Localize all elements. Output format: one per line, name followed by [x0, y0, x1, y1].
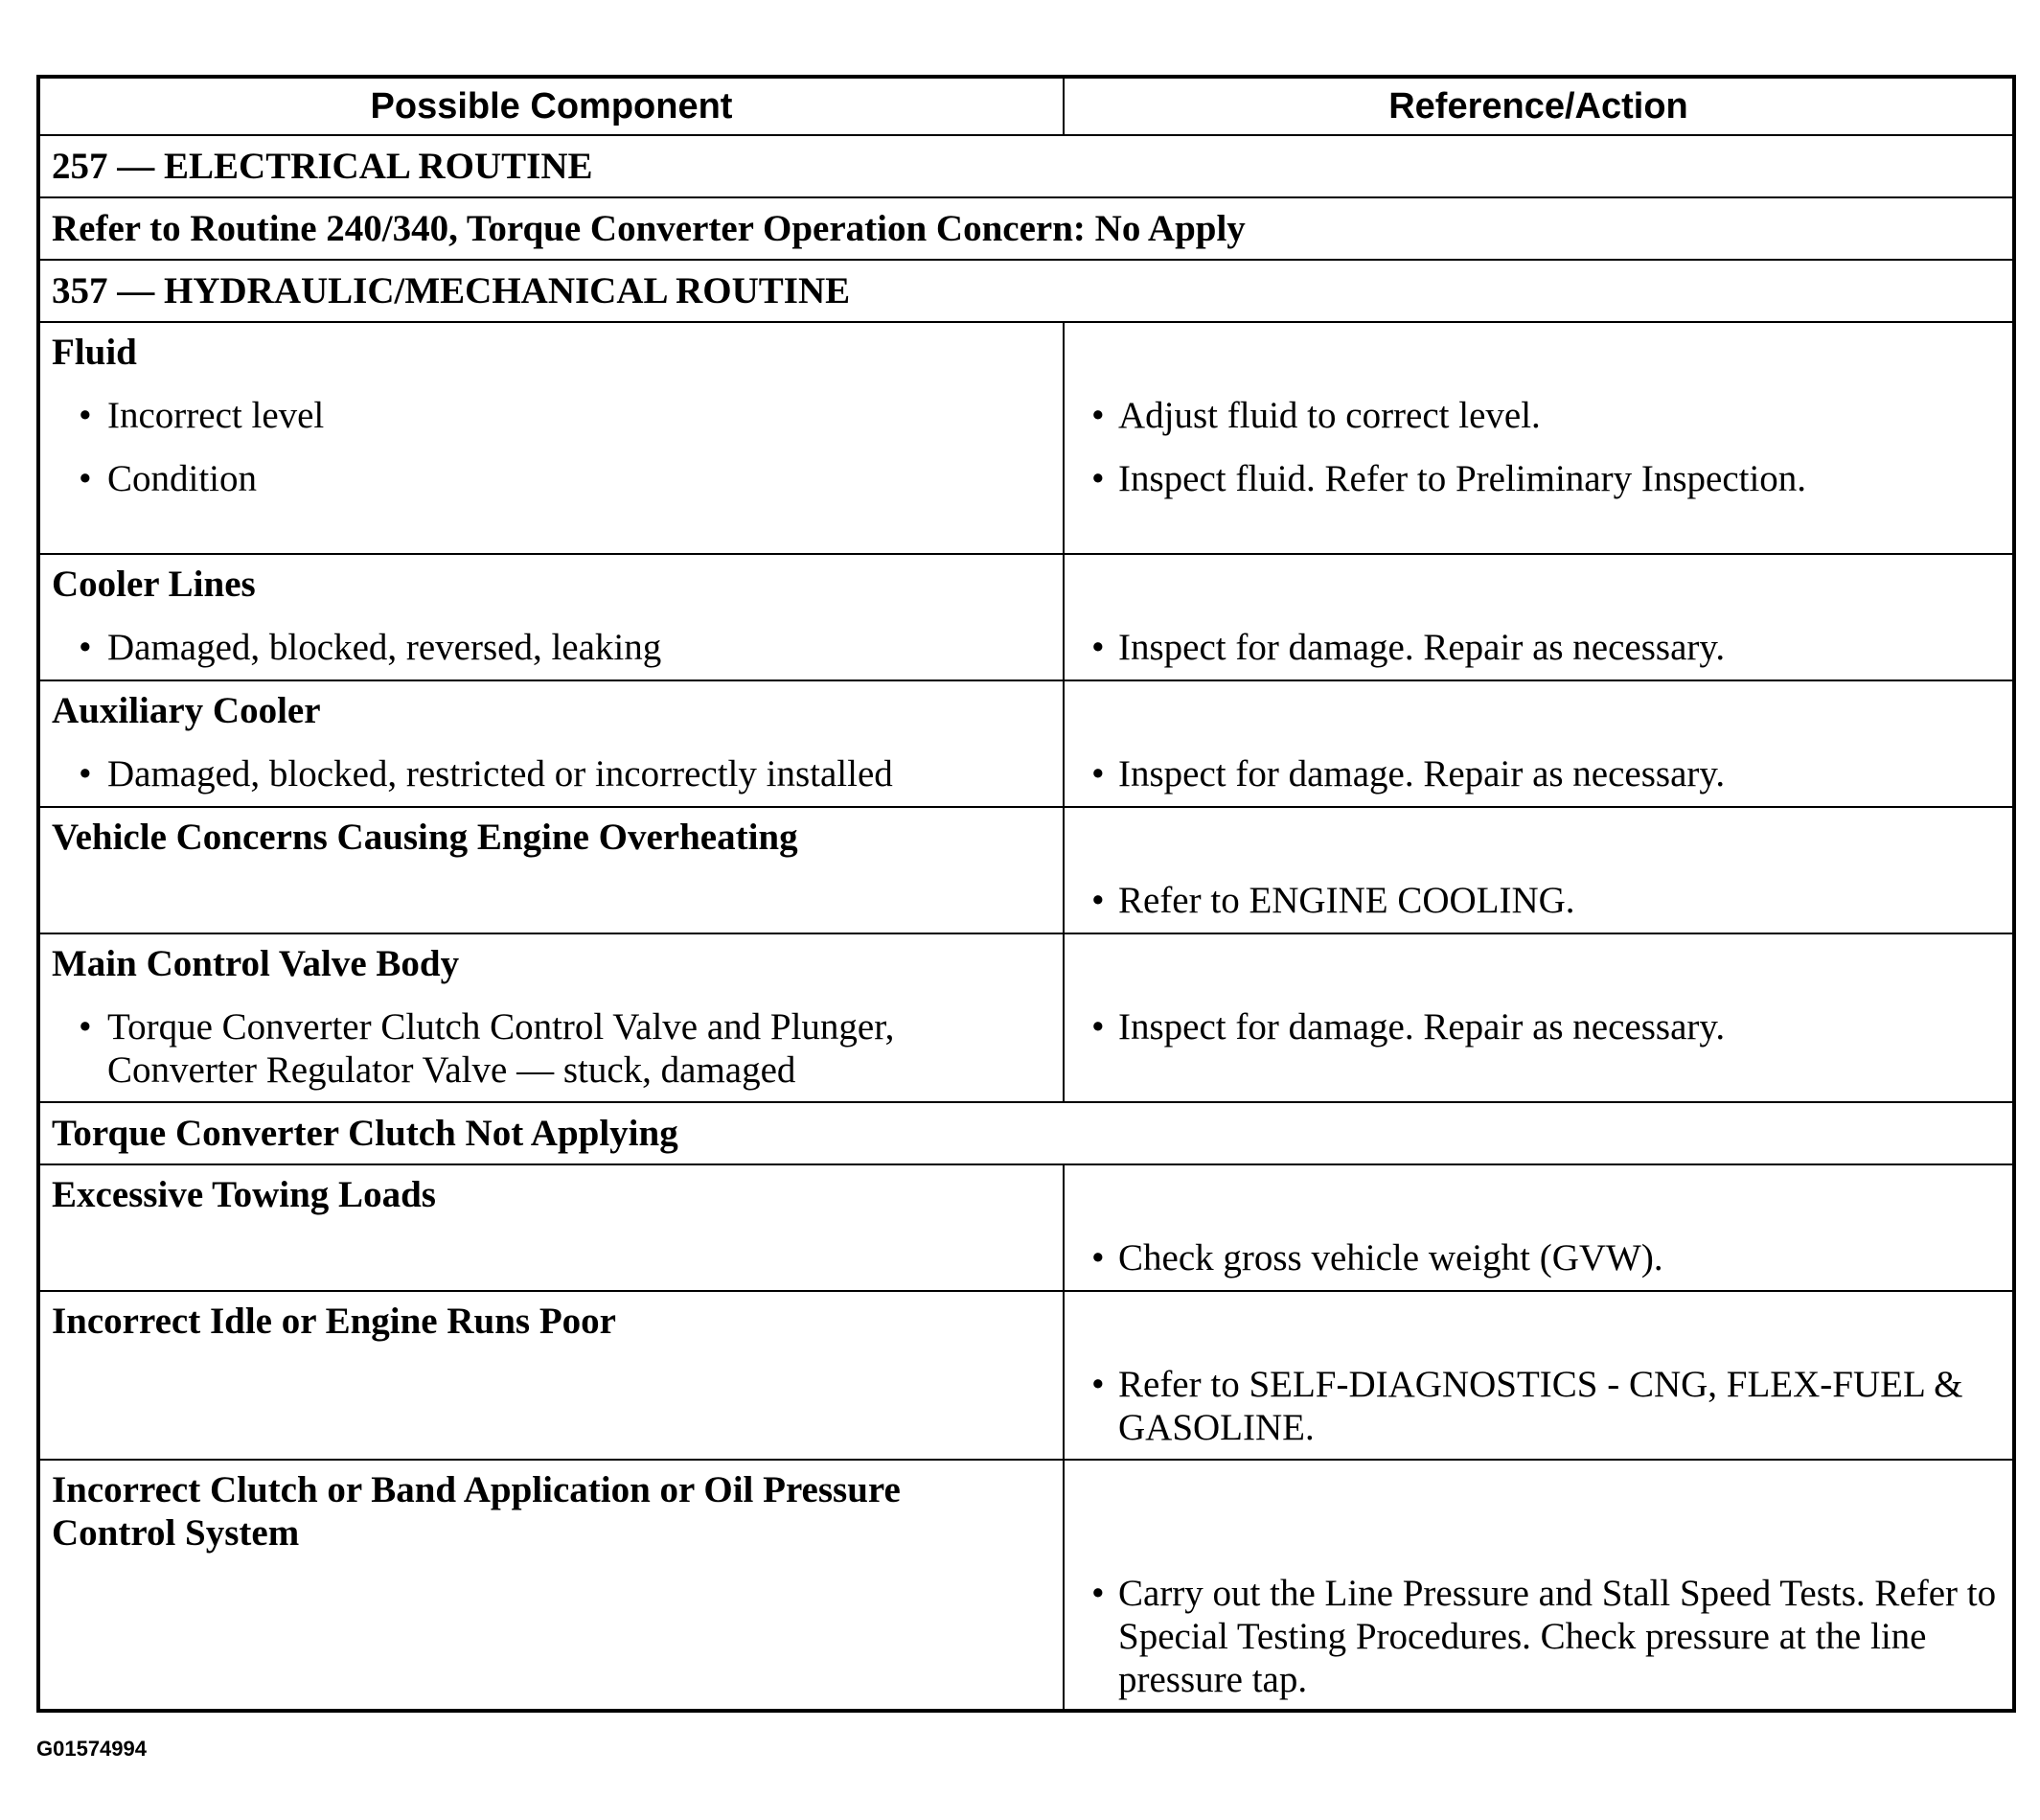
action-cell — [1064, 554, 2014, 680]
action-cell — [1064, 1291, 2014, 1460]
component-heading: Excessive Towing Loads — [52, 1174, 436, 1215]
action-list — [1076, 752, 2001, 795]
action-item: • Carry out the Line Pressure and Stall Speed Tests. Refer to Special Testing Procedures. Check pressure at the line pressure tap. — [1076, 1572, 2001, 1701]
component-heading: Incorrect Idle or Engine Runs Poor — [52, 1301, 616, 1342]
section-refer-routine: Refer to Routine 240/340, Torque Converter Operation Concern: No Apply — [38, 197, 2014, 260]
action-item: • Adjust fluid to correct level. — [1076, 394, 2001, 437]
action-list — [1076, 879, 2001, 922]
component-cell — [38, 807, 1064, 933]
component-cell — [38, 933, 1064, 1102]
component-cell — [38, 322, 1064, 554]
component-cell — [38, 1291, 1064, 1460]
table-row — [38, 322, 2014, 554]
column-header-component: Possible Component — [38, 77, 1064, 135]
component-list — [52, 1005, 1051, 1092]
action-item: • Refer to SELF-DIAGNOSTICS - CNG, FLEX-FUEL & GASOLINE. — [1076, 1363, 2001, 1449]
action-cell — [1064, 322, 2014, 554]
component-item: • Damaged, blocked, reversed, leaking — [52, 626, 1051, 669]
component-cell — [38, 680, 1064, 807]
section-row — [38, 1102, 2014, 1164]
component-heading: Vehicle Concerns Causing Engine Overheating — [52, 817, 798, 858]
section-row — [38, 197, 2014, 260]
action-cell — [1064, 1164, 2014, 1291]
action-item: • Inspect for damage. Repair as necessary. — [1076, 752, 2001, 795]
table-row — [38, 807, 2014, 933]
table-row — [38, 933, 2014, 1102]
component-heading: Fluid — [52, 332, 137, 373]
figure-id: G01574994 — [36, 1737, 147, 1761]
section-electrical: 257 — ELECTRICAL ROUTINE — [38, 135, 2014, 197]
action-cell — [1064, 680, 2014, 807]
component-heading: Cooler Lines — [52, 564, 256, 605]
component-heading: Main Control Valve Body — [52, 943, 460, 984]
action-list — [1076, 1363, 2001, 1449]
component-heading: Auxiliary Cooler — [52, 690, 321, 731]
action-item: • Inspect for damage. Repair as necessary. — [1076, 1005, 2001, 1048]
component-cell — [38, 1164, 1064, 1291]
component-list — [52, 626, 1051, 669]
diagnosis-table-container — [36, 75, 2012, 1713]
component-heading: Incorrect Clutch or Band Application or Oil Pressure Control System — [52, 1469, 901, 1554]
action-list — [1076, 626, 2001, 669]
action-item: • Refer to ENGINE COOLING. — [1076, 879, 2001, 922]
action-cell — [1064, 1460, 2014, 1711]
component-item: • Damaged, blocked, restricted or incorrectly installed — [52, 752, 1051, 795]
action-cell — [1064, 807, 2014, 933]
section-row — [38, 135, 2014, 197]
component-cell — [38, 554, 1064, 680]
component-item: • Torque Converter Clutch Control Valve and Plunger, Converter Regulator Valve — stuck, damaged — [52, 1005, 1051, 1092]
section-row — [38, 260, 2014, 322]
table-row — [38, 1164, 2014, 1291]
action-item: • Inspect for damage. Repair as necessary. — [1076, 626, 2001, 669]
section-tcc-not-applying: Torque Converter Clutch Not Applying — [38, 1102, 2014, 1164]
diagnosis-table — [36, 75, 2016, 1713]
table-row — [38, 554, 2014, 680]
action-item: • Check gross vehicle weight (GVW). — [1076, 1236, 2001, 1279]
component-list — [52, 394, 1051, 500]
table-row — [38, 1460, 2014, 1711]
action-list — [1076, 394, 2001, 500]
component-item: • Incorrect level — [52, 394, 1051, 437]
component-cell — [38, 1460, 1064, 1711]
action-list — [1076, 1005, 2001, 1048]
table-row — [38, 680, 2014, 807]
table-row — [38, 1291, 2014, 1460]
action-list — [1076, 1572, 2001, 1701]
action-list — [1076, 1236, 2001, 1279]
component-list — [52, 752, 1051, 795]
table-header-row — [38, 77, 2014, 135]
action-cell — [1064, 933, 2014, 1102]
section-hydraulic: 357 — HYDRAULIC/MECHANICAL ROUTINE — [38, 260, 2014, 322]
component-item: • Condition — [52, 457, 1051, 500]
action-item: • Inspect fluid. Refer to Preliminary Inspection. — [1076, 457, 2001, 500]
column-header-action: Reference/Action — [1064, 77, 2014, 135]
